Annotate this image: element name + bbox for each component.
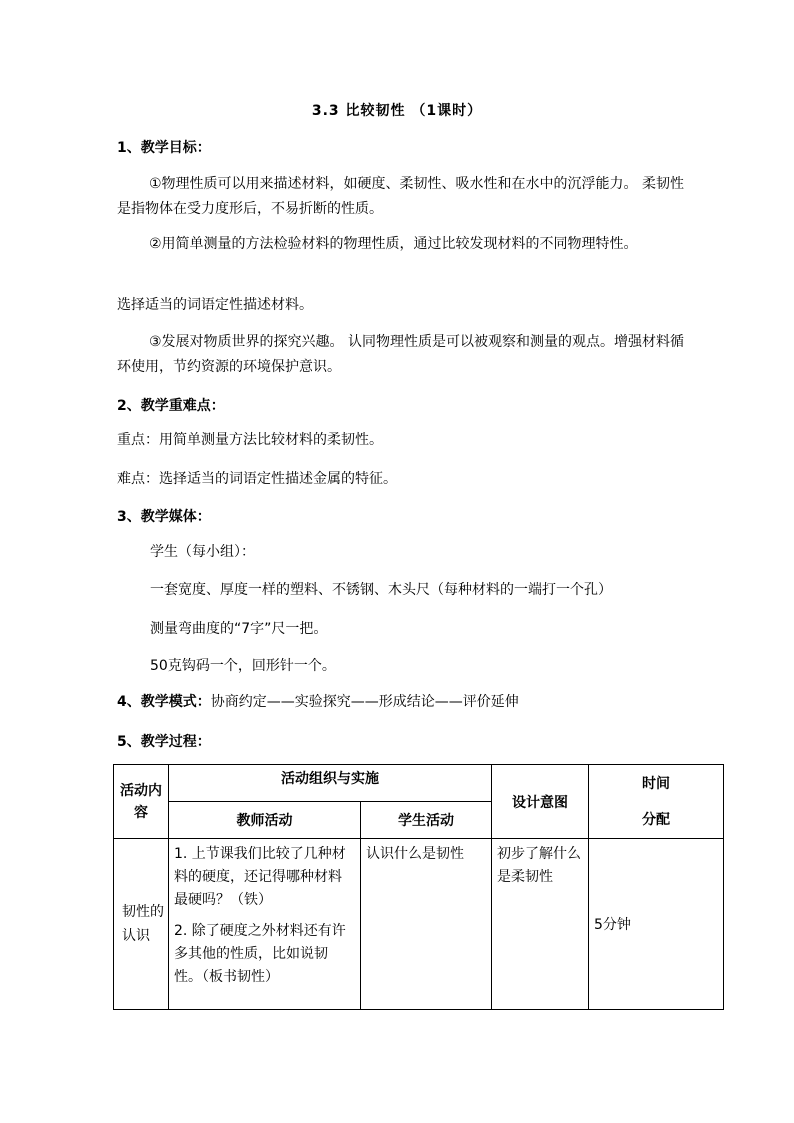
media-item-2: 一套宽度、厚度一样的塑料、不锈钢、木头尺（每种材料的一端打一个孔） xyxy=(150,582,612,598)
page-title: 3.3 比较韧性 （1课时） xyxy=(311,103,483,119)
goal-2: ②用简单测量的方法检验材料的物理性质，通过比较发现材料的不同物理特性。 xyxy=(149,236,638,252)
header-time-line-2: 分配 xyxy=(642,811,670,828)
key-point: 重点：用简单测量方法比较材料的柔韧性。 xyxy=(117,432,383,448)
teaching-mode-text: 协商约定——实验探究——形成结论——评价延伸 xyxy=(210,694,519,710)
header-activity: 活动内容 xyxy=(114,765,169,839)
header-design-intent: 设计意图 xyxy=(492,765,589,839)
row-design-intent: 初步了解什么是柔韧性 xyxy=(492,839,589,1010)
row-activity: 韧性的认识 xyxy=(114,839,169,1010)
teacher-step-1: 1. 上节课我们比较了几种材料的硬度，还记得哪种材料最硬吗？（铁） xyxy=(174,846,346,908)
teaching-mode xyxy=(117,690,687,715)
goal-3: ③发展对物质世界的探究兴趣。 认同物理性质是可以被观察和测量的观点。增强材料循环使用，节约资源的环境保护意识。 xyxy=(117,334,684,375)
media-item-4: 50克钩码一个，回形针一个。 xyxy=(150,658,336,674)
row-time: 5分钟 xyxy=(589,839,724,1010)
header-teacher-activity: 教师活动 xyxy=(169,802,361,839)
table-row xyxy=(114,839,724,1010)
header-organization: 活动组织与实施 xyxy=(169,765,492,802)
section-heading-media: 3、教学媒体： xyxy=(117,509,211,525)
difficult-point: 难点：选择适当的词语定性描述金属的特征。 xyxy=(117,471,397,487)
teaching-mode-label: 4、教学模式： xyxy=(117,694,211,710)
process-table xyxy=(113,764,724,1010)
row-teacher-activity xyxy=(169,839,361,1010)
header-student-activity: 学生活动 xyxy=(361,802,492,839)
media-item-3: 测量弯曲度的“7字”尺一把。 xyxy=(150,621,328,637)
row-student-activity: 认识什么是韧性 xyxy=(361,839,492,1010)
header-time-line-1: 时间 xyxy=(642,775,670,792)
goal-2-continued: 选择适当的词语定性描述材料。 xyxy=(117,297,313,313)
header-time xyxy=(589,765,724,839)
media-item-1: 学生（每小组）： xyxy=(150,544,255,560)
goal-1: ①物理性质可以用来描述材料，如硬度、柔韧性、吸水性和在水中的沉浮能力。 柔韧性是指物体在受力度形后，不易折断的性质。 xyxy=(117,176,684,217)
section-heading-process: 5、教学过程： xyxy=(117,734,211,750)
section-heading-key-points: 2、教学重难点： xyxy=(117,398,225,414)
teacher-step-2: 2. 除了硬度之外材料还有许多其他的性质，比如说韧性。（板书韧性） xyxy=(174,923,346,985)
section-heading-goals: 1、教学目标： xyxy=(117,140,211,156)
